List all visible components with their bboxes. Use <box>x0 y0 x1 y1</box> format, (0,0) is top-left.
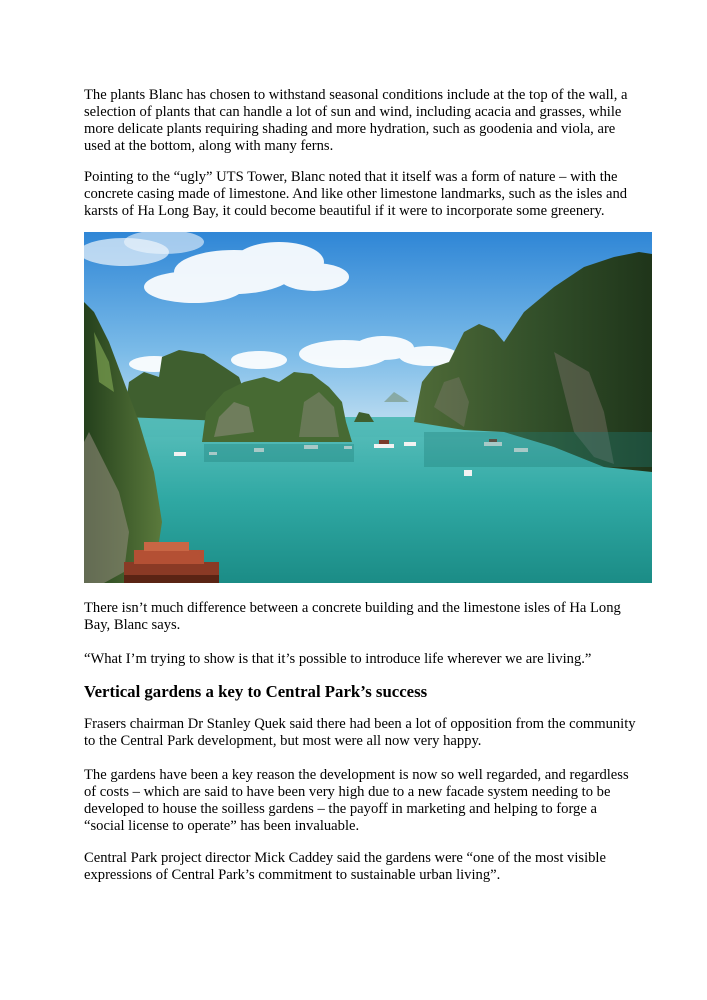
section-heading: Vertical gardens a key to Central Park’s success <box>84 682 428 701</box>
plants-paragraph <box>84 87 644 155</box>
text-line: more delicate plants requiring shading and more hydration, such as goodenia and viola, are <box>84 121 616 137</box>
text-line: Pointing to the “ugly” UTS Tower, Blanc noted that it itself was a form of nature – with the <box>84 169 618 185</box>
text-line: developed to house the soilless gardens – the payoff in marketing and helping to forge a <box>84 801 597 817</box>
caption-paragraph <box>84 600 644 634</box>
quek-paragraph <box>84 716 644 750</box>
uts-tower-paragraph <box>84 169 644 220</box>
gardens-paragraph <box>84 767 644 835</box>
text-line: “social license to operate” has been invaluable. <box>84 818 360 834</box>
quote-paragraph <box>84 651 644 668</box>
text-line: used at the bottom, along with many ferns. <box>84 138 334 154</box>
text-line: “What I’m trying to show is that it’s possible to introduce life wherever we are living.” <box>84 651 592 667</box>
text-line: expressions of Central Park’s commitment to sustainable urban living”. <box>84 867 501 883</box>
text-line: of costs – which are said to have been very high due to a new facade system needing to be <box>84 784 611 800</box>
text-line: Bay, Blanc says. <box>84 617 181 633</box>
ha-long-bay-photo <box>84 232 652 583</box>
caddey-paragraph <box>84 850 644 884</box>
text-line: to the Central Park development, but most were all now very happy. <box>84 733 482 749</box>
text-line: There isn’t much difference between a concrete building and the limestone isles of Ha Long <box>84 600 621 616</box>
text-line: The gardens have been a key reason the development is now so well regarded, and regardless <box>84 767 629 783</box>
text-line: Central Park project director Mick Caddey said the gardens were “one of the most visible <box>84 850 606 866</box>
text-line: concrete casing made of limestone. And like other limestone landmarks, such as the isles and <box>84 186 628 202</box>
text-line: selection of plants that can handle a lot of sun and wind, including acacia and grasses, while <box>84 104 622 120</box>
text-line: karsts of Ha Long Bay, it could become beautiful if it were to incorporate some greenery. <box>84 203 605 219</box>
text-line: Frasers chairman Dr Stanley Quek said there had been a lot of opposition from the community <box>84 716 636 732</box>
text-line: The plants Blanc has chosen to withstand seasonal conditions include at the top of the wall, a <box>84 87 628 103</box>
